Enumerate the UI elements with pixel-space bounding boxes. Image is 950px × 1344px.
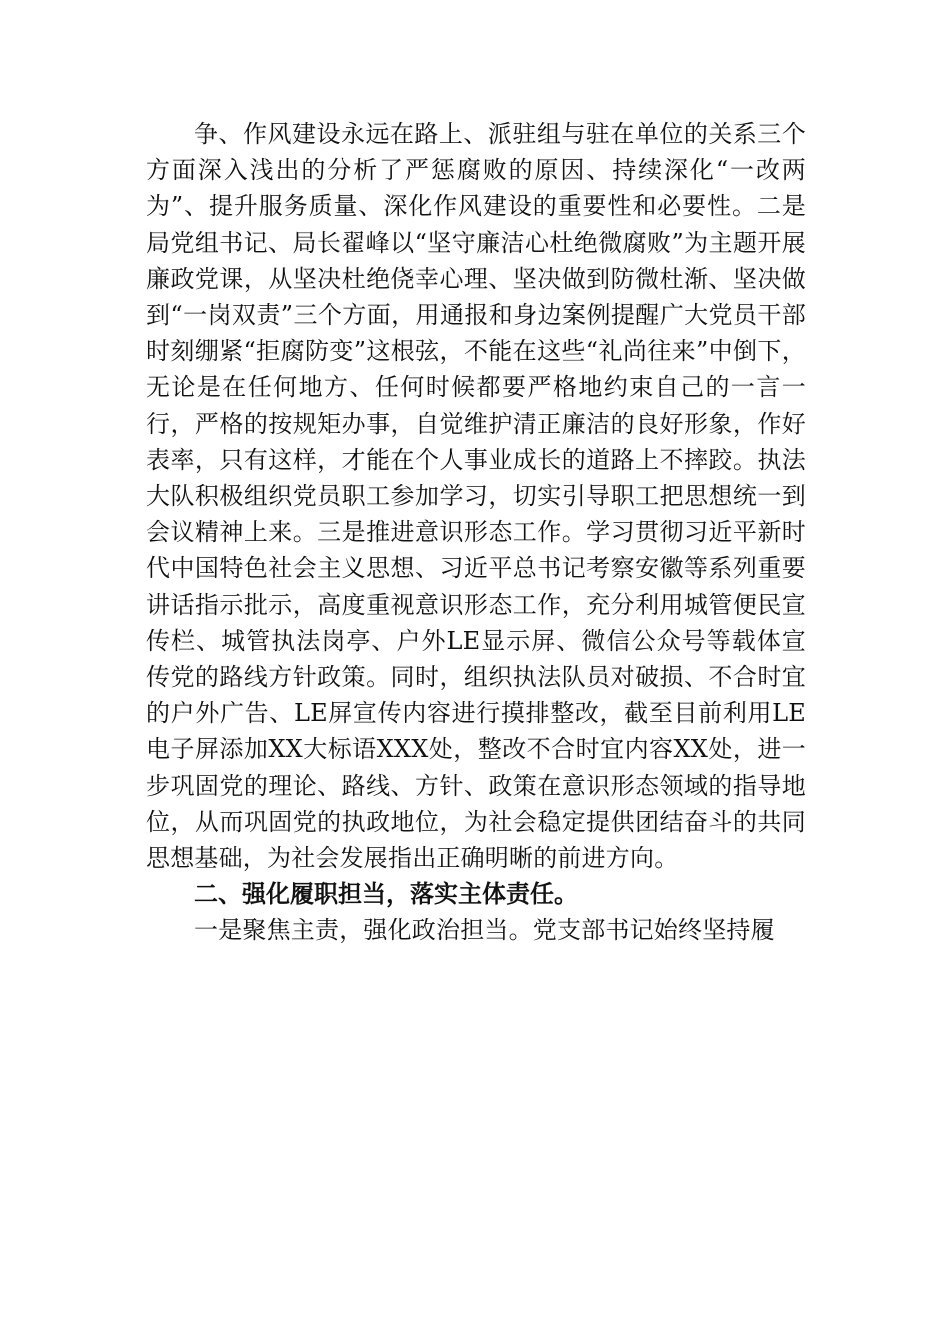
body-paragraph-2: 一是聚焦主责，强化政治担当。党支部书记始终坚持履 [194, 916, 775, 945]
section-heading: 二、强化履职担当，落实主体责任。 [194, 880, 578, 909]
body-paragraph-1: 争、作风建设永远在路上、派驻组与驻在单位的关系三个方面深入浅出的分析了严惩腐败的原因、持续深化“一改两为”、提升服务质量、深化作风建设的重要性和必要性。二是局党组书记、局长翟峰以“坚守廉洁心杜绝微腐败”为主题开展廉政党课，从坚决杜绝侥幸心理、坚决做到防微杜渐、坚决做到“一岗双责”三个方面，用通报和身边案例提醒广大党员干部时刻绷紧“拒腐防变”这根弦，不能在这些“礼尚往来”中倒下，无论是在任何地方、任何时候都要严格地约束自己的一言一行，严格的按规矩办事，自觉维护清正廉洁的良好形象，作好表率，只有这样，才能在个人事业成长的道路上不摔跤。执法大队积极组织党员职工参加学习，切实引导职工把思想统一到会议精神上来。三是推进意识形态工作。学习贯彻习近平新时代中国特色社会主义思想、习近平总书记考察安徽等系列重要讲话指示批示，高度重视意识形态工作，充分利用城管便民宣传栏、城管执法岗亭、户外LE显示屏、微信公众号等载体宣传党的路线方针政策。同时，组织执法队员对破损、不合时宜的户外广告、LE屏宣传内容进行摸排整改，截至目前利用LE电子屏添加XX大标语XXX处，整改不合时宜内容XX处，进一步巩固党的理论、路线、方针、政策在意识形态领域的指导地位，从而巩固党的执政地位，为社会稳定提供团结奋斗的共同思想基础，为社会发展指出正确明晰的前进方向。 [146, 120, 806, 873]
document-body [146, 116, 806, 949]
